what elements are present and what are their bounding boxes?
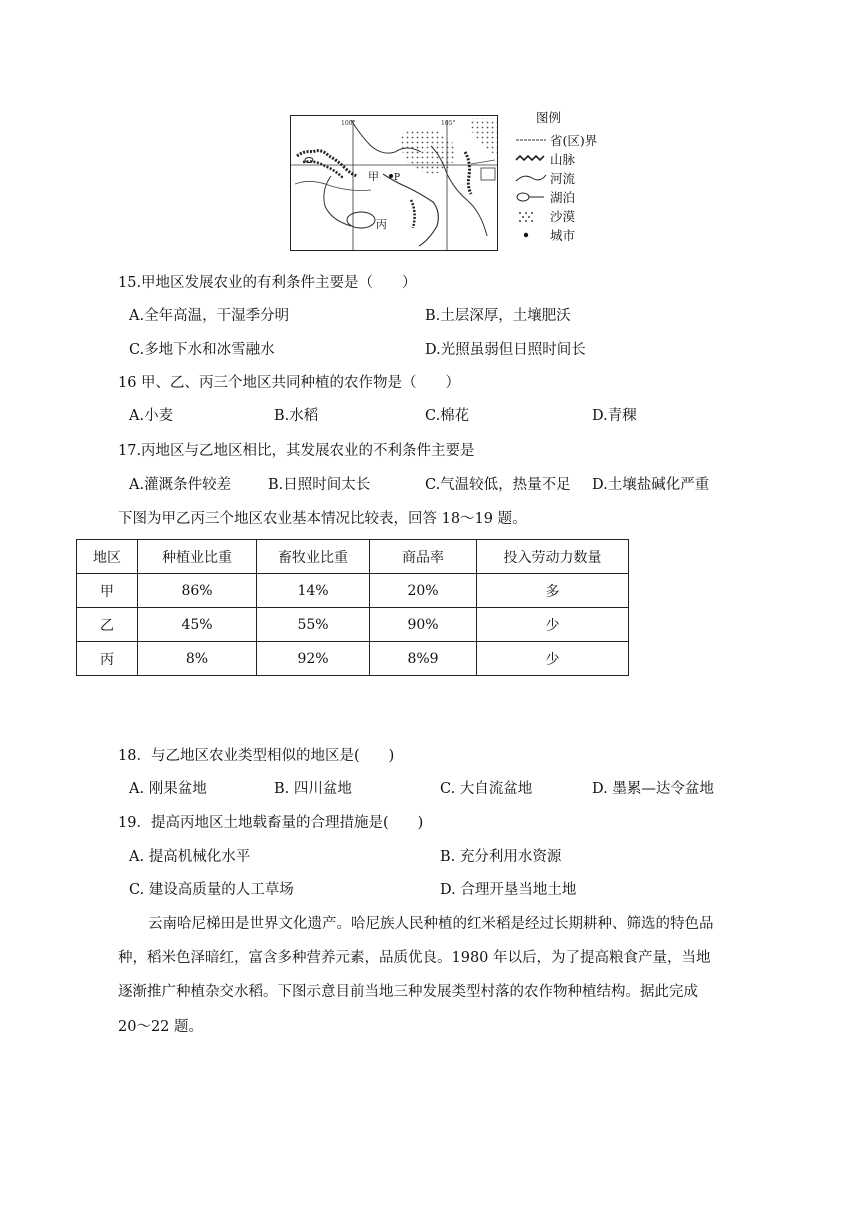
table-cell: 少 [477, 642, 629, 676]
river-icon [514, 171, 548, 185]
question-15-option-a: A.全年高温，干湿季分明 [129, 308, 290, 324]
legend-item [514, 149, 597, 168]
province-boundary-icon [514, 133, 548, 147]
question-18-option-b: B. 四川盆地 [274, 781, 352, 797]
question-16-option-a: A.小麦 [129, 408, 174, 424]
table-row [77, 608, 629, 642]
question-16-option-b: B.水稻 [274, 408, 319, 424]
question-17-option-d: D.土壤盐碱化严重 [592, 477, 710, 493]
question-17-option-a: A.灌溉条件较差 [129, 477, 232, 493]
longitude-label: 105° [441, 120, 456, 127]
passage-line: 种，稻米色泽暗红，富含多种营养元素，品质优良。1980 年以后，为了提高粮食产量，当地 [118, 950, 711, 966]
question-15-stem: 15.甲地区发展农业的有利条件主要是（ ） [118, 275, 417, 291]
question-16-option-d: D.青稞 [592, 408, 637, 424]
question-16-option-c: C.棉花 [425, 408, 470, 424]
passage-line: 云南哈尼梯田是世界文化遗产。哈尼族人民种植的红米稻是经过长期耕种、筛选的特色品 [148, 916, 714, 932]
table-cell: 92% [257, 642, 370, 676]
city-marker [389, 174, 393, 178]
desert-area [469, 118, 497, 156]
table-cell: 丙 [77, 642, 138, 676]
desert-icon [514, 209, 548, 223]
table-header: 种植业比重 [138, 540, 257, 574]
table-cell: 8% [138, 642, 257, 676]
legend-label: 沙漠 [550, 208, 576, 224]
question-19-option-b: B. 充分利用水资源 [440, 849, 562, 865]
question-15-option-b: B.土层深厚，土壤肥沃 [425, 308, 571, 324]
legend-label: 山脉 [550, 151, 576, 167]
table-cell: 86% [138, 574, 257, 608]
map-legend [514, 108, 597, 244]
city-label: P [394, 173, 401, 183]
legend-title: 图例 [536, 110, 562, 125]
table-header: 投入劳动力数量 [477, 540, 629, 574]
mountain-icon [514, 152, 548, 166]
question-17-option-b: B.日照时间太长 [268, 477, 371, 493]
question-18-stem: 18．与乙地区农业类型相似的地区是( ) [118, 748, 395, 764]
desert-area [401, 128, 456, 173]
question-16-stem: 16 甲、乙、丙三个地区共同种植的农作物是（ ） [118, 375, 461, 391]
question-18-option-d: D. 墨累—达令盆地 [592, 781, 714, 797]
legend-label: 河流 [550, 170, 576, 186]
legend-label: 湖泊 [550, 189, 576, 205]
question-17-option-c: C.气温较低，热量不足 [425, 477, 571, 493]
question-15-option-c: C.多地下水和冰雪融水 [129, 342, 275, 358]
passage-line: 20～22 题。 [118, 1019, 204, 1035]
table-cell: 45% [138, 608, 257, 642]
lake-icon [514, 190, 548, 204]
city-icon [514, 228, 548, 242]
table-cell: 8%9 [370, 642, 477, 676]
table-cell: 55% [257, 608, 370, 642]
table-cell: 少 [477, 608, 629, 642]
region-label-jia: 甲 [368, 170, 379, 183]
question-18-option-c: C. 大自流盆地 [440, 781, 533, 797]
table-cell: 乙 [77, 608, 138, 642]
legend-item [514, 130, 597, 149]
agriculture-comparison-table [76, 539, 629, 676]
question-19-stem: 19．提高丙地区土地载畜量的合理措施是( ) [118, 815, 424, 831]
table-cell: 14% [257, 574, 370, 608]
table-row [77, 574, 629, 608]
table-header: 商品率 [370, 540, 477, 574]
longitude-label: 100° [341, 120, 356, 127]
table-header: 畜牧业比重 [257, 540, 370, 574]
legend-item [514, 225, 597, 244]
question-19-option-d: D. 合理开垦当地土地 [440, 882, 577, 898]
table-cell: 多 [477, 574, 629, 608]
table-cell: 90% [370, 608, 477, 642]
table-header-row [77, 540, 629, 574]
region-label-bing: 丙 [376, 218, 387, 231]
legend-item [514, 168, 597, 187]
table-intro: 下图为甲乙丙三个地区农业基本情况比较表，回答 18～19 题。 [118, 511, 527, 527]
legend-item [514, 187, 597, 206]
table-cell: 20% [370, 574, 477, 608]
region-map [290, 115, 498, 251]
legend-label: 城市 [550, 227, 576, 243]
legend-item [514, 206, 597, 225]
passage-line: 逐渐推广种植杂交水稻。下图示意目前当地三种发展类型村落的农作物种植结构。据此完成 [118, 984, 698, 1000]
map-drawing [291, 116, 498, 251]
question-19-option-c: C. 建设高质量的人工草场 [129, 882, 294, 898]
question-17-stem: 17.丙地区与乙地区相比，其发展农业的不利条件主要是 [118, 443, 475, 459]
question-15-option-d: D.光照虽弱但日照时间长 [425, 342, 586, 358]
question-18-option-a: A. 刚果盆地 [129, 781, 207, 797]
table-cell: 甲 [77, 574, 138, 608]
table-header: 地区 [77, 540, 138, 574]
table-row [77, 642, 629, 676]
legend-label: 省(区)界 [550, 132, 598, 148]
question-19-option-a: A. 提高机械化水平 [129, 849, 251, 865]
